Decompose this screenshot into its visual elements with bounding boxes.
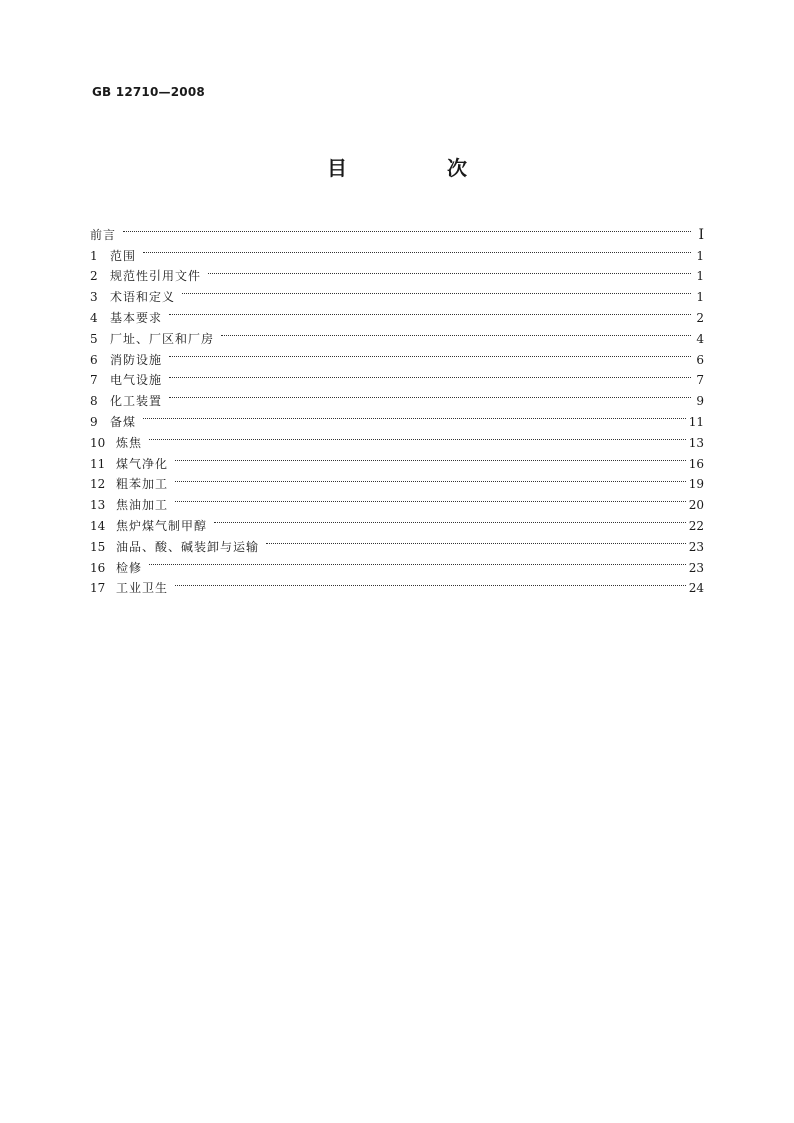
toc-entry-number: 11	[90, 456, 106, 471]
toc-entry-number: 1	[90, 248, 98, 263]
toc-entry-page: 22	[688, 518, 704, 533]
toc-entry[interactable]	[90, 301, 704, 325]
toc-entry-number: 13	[90, 498, 106, 513]
toc-entry-label: 焦炉煤气制甲醇	[116, 518, 208, 533]
toc-entry[interactable]	[90, 572, 704, 596]
toc-entry[interactable]	[90, 364, 704, 388]
toc-entry-label: 消防设施	[110, 352, 163, 367]
toc-entry-label: 术语和定义	[110, 290, 176, 305]
table-of-contents	[90, 218, 704, 596]
toc-entry-page: 1	[696, 248, 704, 263]
toc-entry[interactable]	[90, 509, 704, 533]
toc-entry[interactable]	[90, 260, 704, 284]
toc-entry-label: 备煤	[110, 414, 137, 429]
toc-entry-label: 前言	[90, 227, 117, 242]
toc-entry-number: 4	[90, 310, 98, 325]
toc-entry-page: 11	[688, 414, 704, 429]
toc-entry[interactable]	[90, 343, 704, 367]
toc-entry[interactable]	[90, 239, 704, 263]
toc-entry-page: I	[698, 226, 704, 243]
toc-entry-page: 2	[696, 310, 704, 325]
toc-entry-page: 24	[688, 581, 704, 596]
toc-dot-leader	[221, 322, 691, 343]
toc-entry-number: 3	[90, 290, 98, 305]
toc-entry[interactable]	[90, 468, 704, 492]
toc-entry-page: 1	[696, 269, 704, 284]
toc-entry-number: 17	[90, 581, 106, 596]
toc-entry[interactable]	[90, 426, 704, 450]
toc-dot-leader	[143, 405, 686, 426]
toc-entry[interactable]	[90, 280, 704, 305]
toc-dot-leader	[169, 301, 691, 322]
toc-dot-leader	[175, 572, 686, 593]
toc-dot-leader	[175, 488, 686, 509]
toc-entry[interactable]	[90, 447, 704, 471]
toc-entry-page: 6	[696, 352, 704, 367]
toc-entry-page: 4	[696, 331, 704, 346]
toc-dot-leader	[175, 468, 686, 489]
toc-entry-foreword[interactable]	[90, 218, 704, 243]
page-title: 目 次	[327, 156, 507, 180]
toc-dot-leader	[169, 364, 691, 385]
toc-entry-number: 14	[90, 518, 106, 533]
standard-code: GB 12710—2008	[92, 85, 205, 99]
toc-dot-leader	[169, 343, 691, 364]
toc-entry-label: 基本要求	[110, 310, 163, 325]
toc-entry-label: 炼焦	[116, 435, 143, 450]
toc-entry-label: 粗苯加工	[116, 477, 169, 492]
toc-entry-number: 15	[90, 539, 106, 554]
toc-entry-page: 7	[696, 373, 704, 388]
toc-dot-leader	[208, 260, 691, 281]
toc-entry-label: 范围	[110, 248, 137, 263]
toc-entry-number: 7	[90, 373, 98, 388]
toc-dot-leader	[175, 447, 686, 468]
toc-entry-page: 13	[688, 435, 704, 450]
toc-entry-label: 焦油加工	[116, 498, 169, 513]
toc-entry-number: 9	[90, 414, 98, 429]
toc-entry-page: 23	[688, 539, 704, 554]
toc-dot-leader	[214, 509, 686, 530]
toc-entry-number: 5	[90, 331, 98, 346]
toc-entry-page: 19	[688, 477, 704, 492]
toc-entry-page: 23	[688, 560, 704, 575]
toc-dot-leader	[169, 384, 691, 405]
toc-dot-leader	[266, 530, 686, 551]
toc-entry[interactable]	[90, 322, 704, 346]
toc-dot-leader	[149, 426, 686, 447]
toc-entry-page: 1	[696, 290, 704, 305]
toc-entry-label: 规范性引用文件	[110, 269, 202, 284]
toc-entry-label: 工业卫生	[116, 581, 169, 596]
toc-entry[interactable]	[90, 488, 704, 513]
toc-entry-number: 8	[90, 394, 98, 409]
toc-entry-number: 2	[90, 269, 98, 284]
toc-dot-leader	[123, 218, 691, 239]
toc-entry-label: 厂址、厂区和厂房	[110, 331, 215, 346]
toc-entry-label: 油品、酸、碱装卸与运输	[116, 539, 260, 554]
toc-entry-number: 6	[90, 352, 98, 367]
toc-entry[interactable]	[90, 384, 704, 409]
toc-entry-page: 20	[688, 498, 704, 513]
toc-entry[interactable]	[90, 551, 704, 575]
toc-entry-number: 10	[90, 435, 106, 450]
toc-entry-page: 16	[688, 456, 704, 471]
toc-entry-page: 9	[696, 394, 704, 409]
toc-entry-label: 化工装置	[110, 394, 163, 409]
toc-entry-number: 16	[90, 560, 106, 575]
toc-entry-number: 12	[90, 477, 106, 492]
toc-dot-leader	[143, 239, 691, 260]
toc-dot-leader	[182, 280, 691, 301]
toc-entry-label: 煤气净化	[116, 456, 169, 471]
toc-entry-label: 电气设施	[110, 373, 163, 388]
toc-dot-leader	[149, 551, 686, 572]
toc-entry[interactable]	[90, 405, 704, 429]
toc-entry-label: 检修	[116, 560, 143, 575]
